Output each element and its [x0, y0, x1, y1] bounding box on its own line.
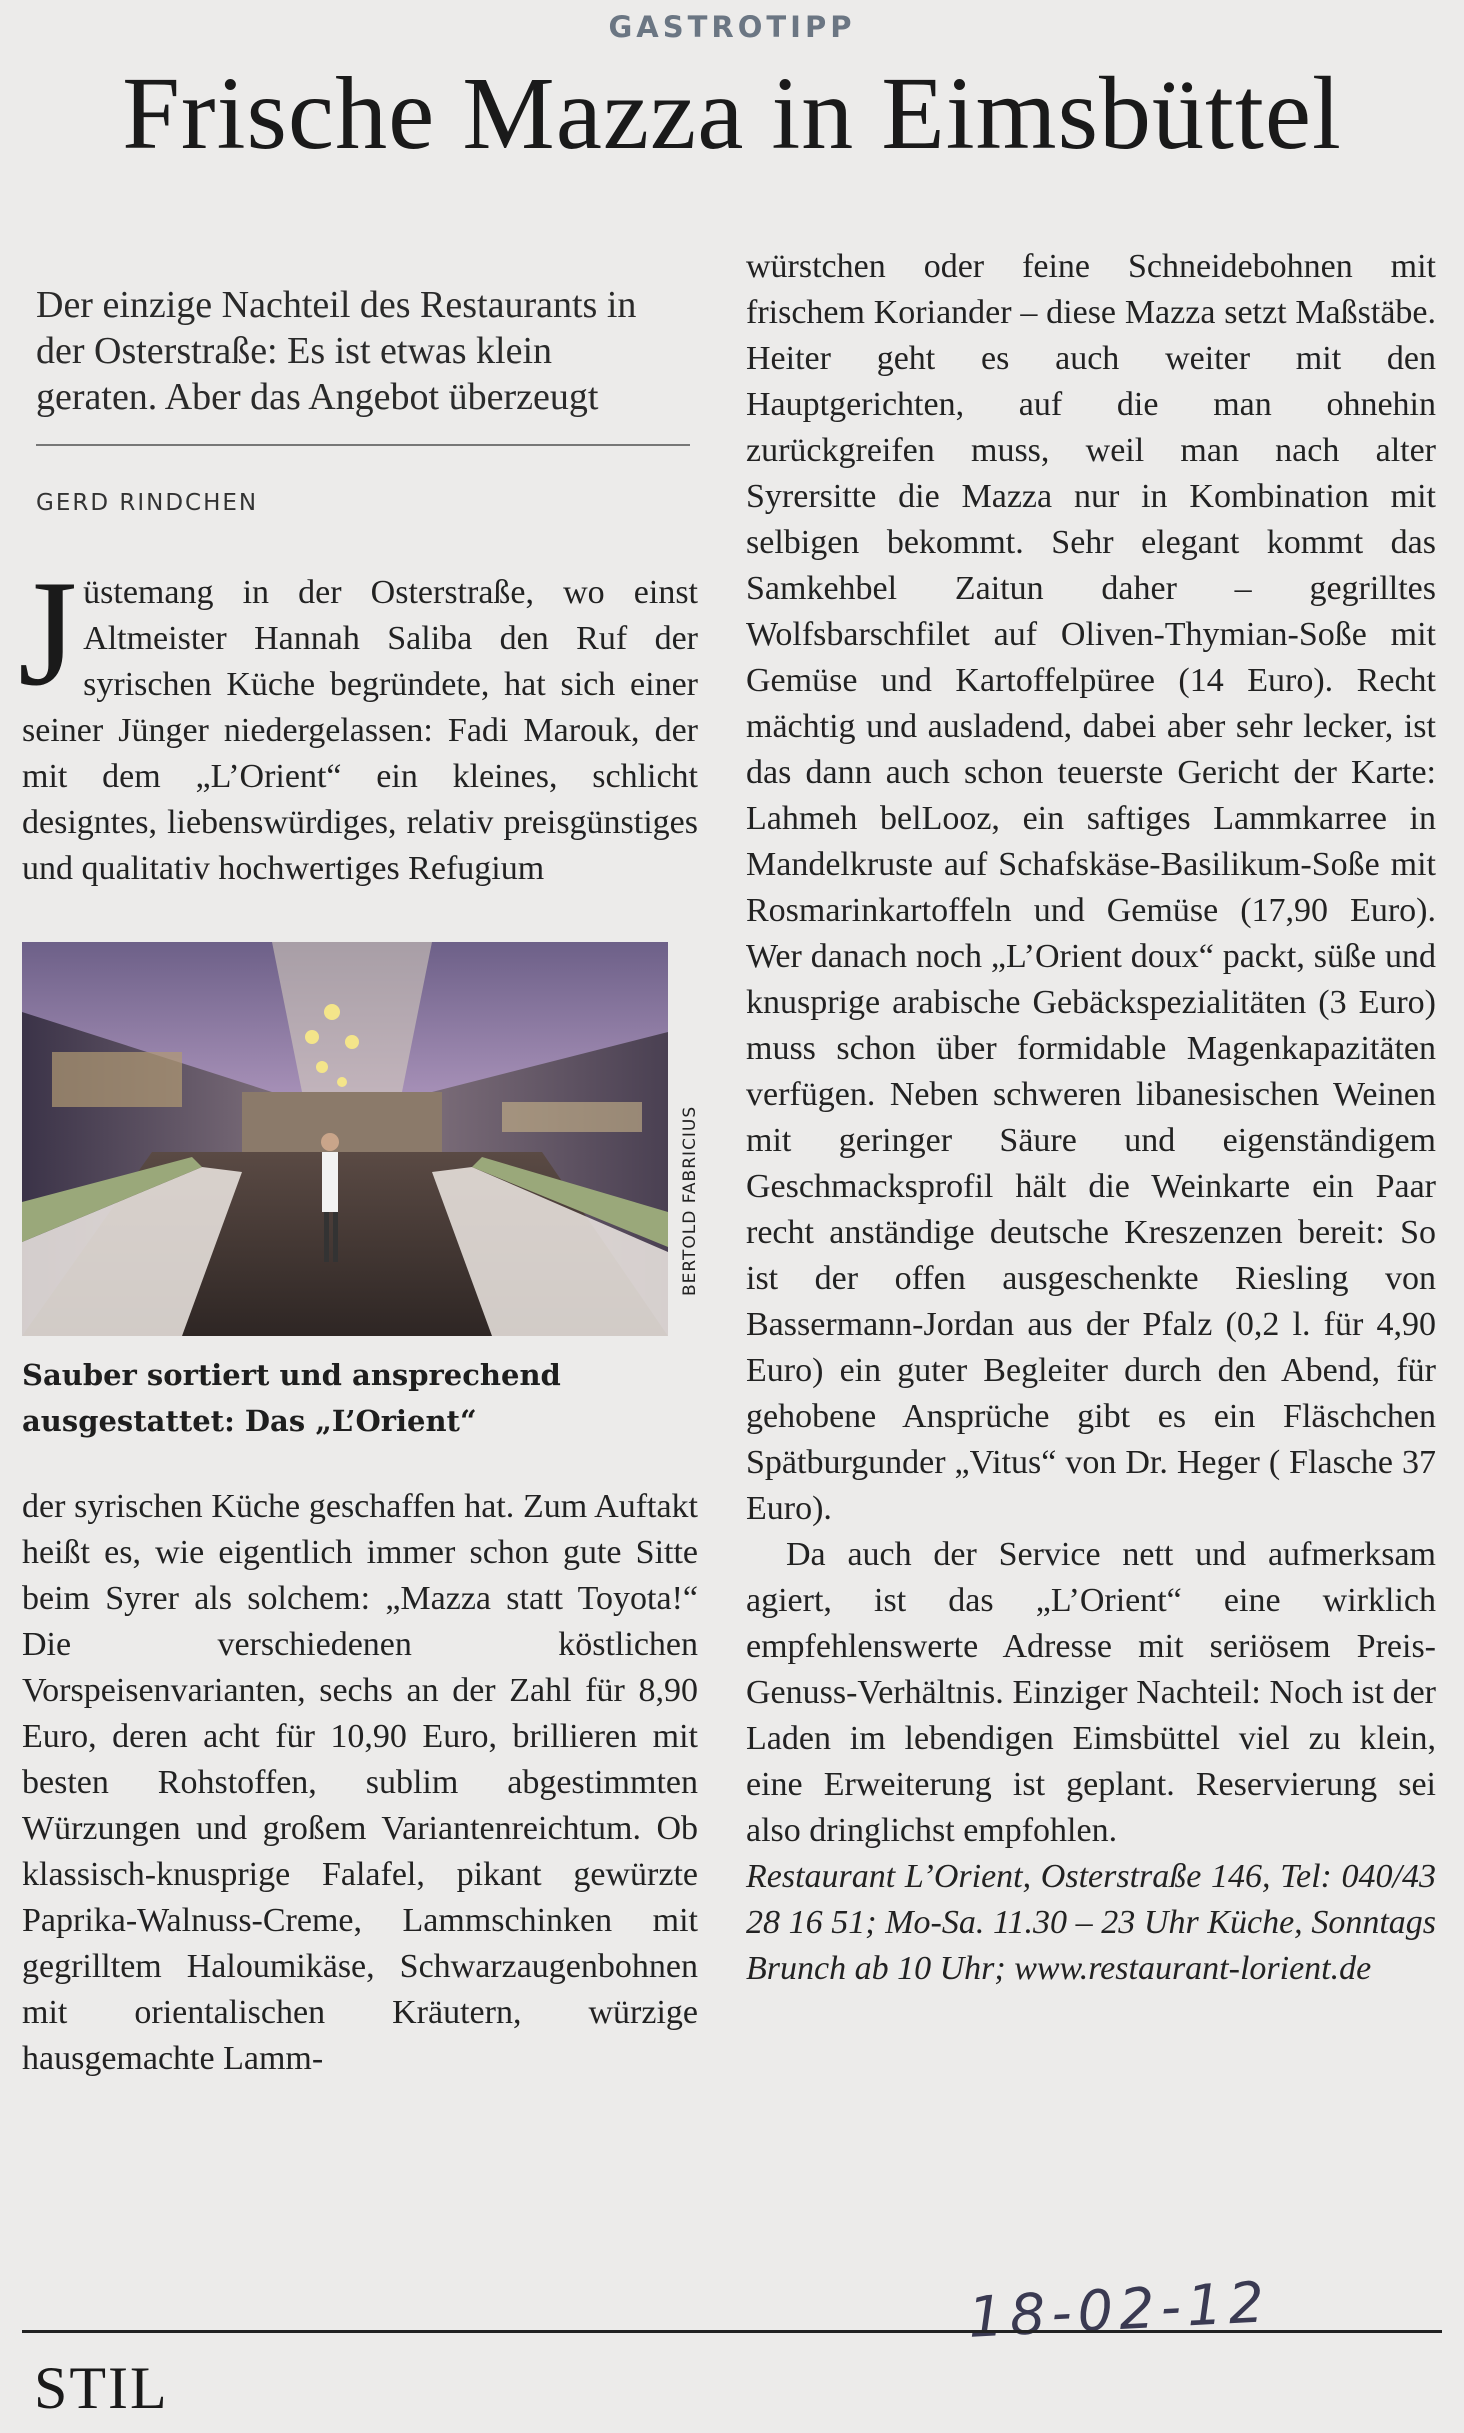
footer-rule	[22, 2330, 1442, 2333]
left-continuation: der syrischen Küche geschaffen hat. Zum Auftakt heißt es, wie eigentlich immer schon gute Sitte beim Syrer als solchem: „Mazza statt Toyota!“ Die verschiedenen köstlichen Vorspeisenvarianten, sechs an der Zahl für 8,90 Euro, deren acht für 10,90 Euro, brillieren mit besten Rohstoffen, sublim abgestimmten Würzungen und großem Variantenreichtum. Ob klassisch-knusprige Falafel, pikant gewürzte Paprika-Walnuss-Creme, Lammschinken mit gegrilltem Haloumikäse, Schwarzaugenbohnen mit orientalischen Kräutern, würzige hausgemachte Lamm-	[22, 1488, 698, 2077]
restaurant-info: Restaurant L’Orient, Osterstraße 146, Tel: 040/43 28 16 51; Mo-Sa. 11.30 – 23 Uhr Küche, Sonntags Brunch ab 10 Uhr; www.restaurant-lorient.de	[746, 1858, 1436, 1987]
drop-cap: J	[18, 549, 78, 717]
photo-credit: BERTOLD FABRICIUS	[680, 1105, 700, 1296]
right-column	[746, 244, 1436, 1992]
lead-text: üstemang in der Osterstraße, wo einst Altmeister Hannah Saliba den Ruf der syrischen Küche begründete, hat sich einer seiner Jünger niedergelassen: Fadi Marouk, der mit dem „L’Orient“ ein kleines, schlicht designtes, liebenswürdiges, relativ preisgünstiges und qualitativ hochwertiges Refugium	[22, 574, 698, 887]
paragraph-main-course: würstchen oder feine Schneidebohnen mit frischem Koriander – diese Mazza setzt Maßstäbe. Heiter geht es auch weiter mit den Hauptgerichten, auf die man ohnehin zurückgreifen muss, weil man nach alter Syrersitte die Mazza nur in Kombination mit selbigen bekommt. Sehr elegant kommt das Samkehbel Zaitun daher – gegrilltes Wolfsbarschfilet auf Oliven-Thymian-Soße mit Gemüse und Kartoffelpüree (14 Euro). Recht mächtig und ausladend, dabei aber sehr lecker, ist das dann auch schon teuerste Gericht der Karte: Lahmeh belLooz, ein saftiges Lammkarree in Mandelkruste auf Schafskäse-Basilikum-Soße mit Rosmarinkartoffeln und Gemüse (17,90 Euro). Wer danach noch „L’Orient doux“ packt, süße und knusprige arabische Gebäckspezialitäten (3 Euro) muss schon über formidable Magenkapazitäten verfügen. Neben schweren libanesischen Weinen mit geringer Säure und eigenständigem Geschmacksprofil hält die Weinkarte ein Paar recht anständige deutsche Kreszenzen bereit: So ist der offen ausgeschenkte Riesling von Bassermann-Jordan aus der Pfalz (0,2 l. für 4,90 Euro) ein guter Begleiter durch den Abend, für gehobene Ansprüche gibt es ein Fläschchen Spätburgunder „Vitus“ von Dr. Heger ( Flasche 37 Euro).	[746, 248, 1436, 1527]
lead-paragraph	[18, 549, 698, 892]
author: GERD RINDCHEN	[36, 490, 259, 516]
restaurant-photo	[22, 942, 668, 1336]
section-name: STIL	[34, 2355, 169, 2421]
teaser-divider	[36, 444, 690, 446]
paragraph-conclusion: Da auch der Service nett und aufmerksam agiert, ist das „L’Orient“ eine wirklich empfehlenswerte Adresse mit seriösem Preis-Genuss-Verhältnis. Einziger Nachteil: Noch ist der Laden im lebendigen Eimsbüttel viel zu klein, eine Erweiterung ist geplant. Reservierung sei also dringlichst empfohlen.	[746, 1536, 1436, 1849]
restaurant-interior-image	[22, 942, 668, 1336]
handwritten-date: 18-02-12	[966, 2270, 1272, 2351]
headline: Frische Mazza in Eimsbüttel	[122, 56, 1342, 171]
teaser: Der einzige Nachteil des Restaurants in der Osterstraße: Es ist etwas klein geraten. Aber das Angebot überzeugt	[36, 284, 637, 418]
photo-caption: Sauber sortiert und ansprechend ausgestattet: Das „L’Orient“	[22, 1358, 561, 1438]
left-column	[18, 262, 698, 2082]
right-body	[746, 244, 1436, 1992]
kicker: GASTROTIPP	[608, 10, 856, 44]
